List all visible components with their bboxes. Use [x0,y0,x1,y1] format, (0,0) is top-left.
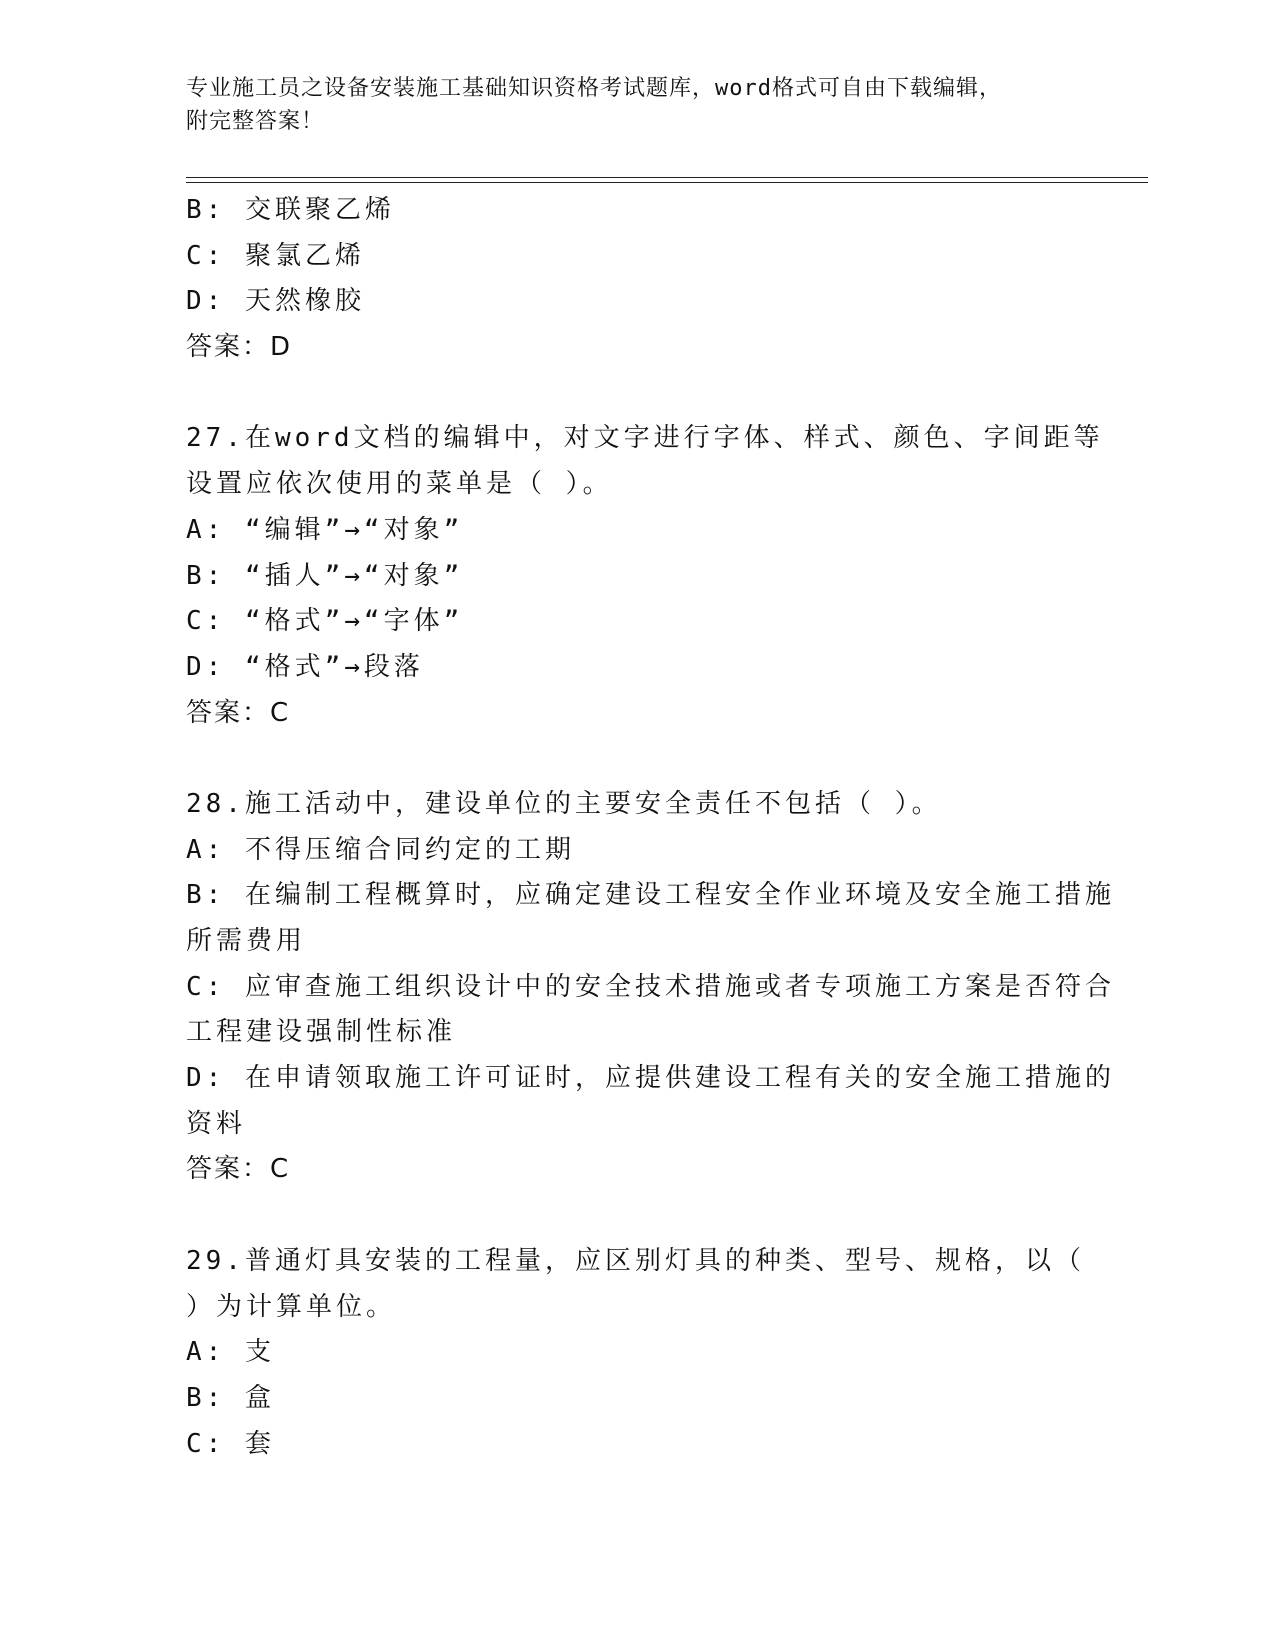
question-stem: 27.在word文档的编辑中，对文字进行字体、样式、颜色、字间距等 [186,423,1104,454]
option-c: C: 套 [186,1428,275,1459]
question-26 [186,188,1086,371]
option-d-cont: 资料 [186,1108,247,1139]
answer: 答案：D [186,332,293,363]
question-stem-cont: ）为计算单位。 [186,1291,397,1322]
option-d: D: “格式”→段落 [186,651,424,682]
option-d: D: 天然橡胶 [186,286,365,317]
option-b: B: 盒 [186,1382,275,1413]
spacer [186,736,1086,782]
option-c: C: 聚氯乙烯 [186,240,365,271]
option-b: B: 交联聚乙烯 [186,195,395,225]
question-stem: 28.施工活动中，建设单位的主要安全责任不包括（ ）。 [186,788,942,819]
document-header [186,72,1086,138]
question-29 [186,1239,1086,1467]
option-c: C: “格式”→“字体” [186,606,464,637]
answer: 答案：C [186,697,291,728]
question-stem-cont: 设置应依次使用的菜单是（ ）。 [186,469,613,500]
option-a: A: 支 [186,1337,275,1368]
header-rule-bottom [186,182,1148,183]
header-line-1: 专业施工员之设备安装施工基础知识资格考试题库，word格式可自由下载编辑， [186,76,1002,101]
option-b: B: 在编制工程概算时，应确定建设工程安全作业环境及安全施工措施 [186,880,1115,911]
header-line-2: 附完整答案！ [186,109,325,134]
option-a: A: 不得压缩合同约定的工期 [186,834,575,865]
header-rule-top [186,177,1148,178]
question-28 [186,782,1115,1193]
question-content [186,188,1115,1467]
option-d: D: 在申请领取施工许可证时，应提供建设工程有关的安全施工措施的 [186,1063,1115,1094]
answer: 答案：C [186,1154,291,1185]
option-b-cont: 所需费用 [186,926,307,956]
option-a: A: “编辑”→“对象” [186,514,464,545]
question-27 [186,416,1104,736]
option-b: B: “插人”→“对象” [186,560,464,591]
option-c: C: 应审查施工组织设计中的安全技术措施或者专项施工方案是否符合 [186,971,1115,1002]
option-c-cont: 工程建设强制性标准 [186,1017,457,1048]
question-stem: 29.普通灯具安装的工程量，应区别灯具的种类、型号、规格，以（ [186,1245,1085,1276]
spacer [186,371,1086,417]
spacer [186,1193,1086,1239]
